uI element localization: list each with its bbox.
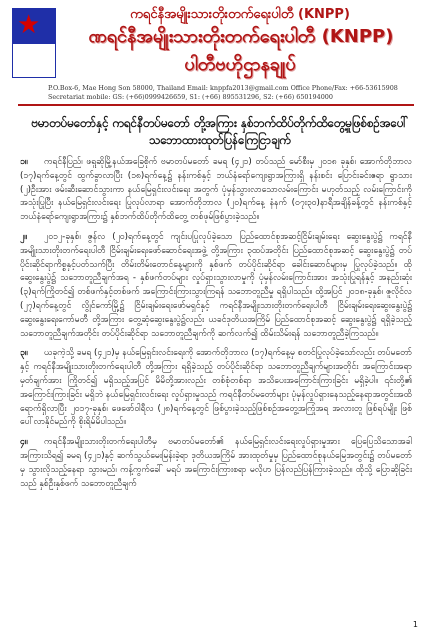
flag-white-band	[12, 43, 56, 78]
address-line-2: Secretariat mobile: GS: (+66)0999426659, S1: (+66) 895531296, S2: (+66) 650194000	[48, 93, 333, 101]
paragraph-number: ၁။	[20, 157, 28, 167]
paragraph-text: ကရင်နီအမျိုးသားတိုးတက်ရေးပါတီမှ ဗမာတပ်မတော်၏ နယ်မြေရှင်းလင်းရေးလှုပ်ရှားမှုအား ပြေပြေသိသောအခါ အကြားသိရ၍ ခမရ (၄၂၁)နှင့် ဆက်သွယ်မေးမြန်းခဲ့ရာ ဒုတိယအကြိမ် အားထုတ်မှုမှ ပြည်ထောင်စုနယ်မြေအတွင်း၌ တပ်မတော်မှ သွားလိုသည့်နေရာ သွားမည်၊ ကန့်ကွက်ခေါ် မရပ် အကြောင်းကြားစရာ မလိုပာ ပြန်လည်ပြန်ကြားခဲ့သည်။ ထိုသို့ ပြောဆိုခြင်းသည် နှစ်ဦးနှစ်ဖက် သဘောတူညီချက်	[20, 437, 412, 489]
header-divider	[18, 104, 414, 106]
paragraph-number: ၄။	[20, 437, 28, 448]
paragraph	[20, 347, 412, 430]
paragraph-number: ၂။	[20, 231, 27, 242]
paragraph	[20, 231, 412, 341]
address-line-1: P.O.Box-6, Mae Hong Son 58000, Thailand Email: knppfa2013@gmail.com Office Phone/Fax: +66-53615908	[48, 84, 398, 92]
paragraph-text: ကရင်နီပြည်၊ ဖရူဆိုမြို့နယ်အခြေစိုက် ဗမာတပ်မတော် ခမရ (၄၂၁) တပ်သည် မော်စီးမှ ၂၀၁၈ ခုနှစ်၊ အောက်တိုဘာလ (၁၇)ရက်နေ့တွင် ထွက်ခွာလာပြီး (၁၈)ရက်နေ့၌ နန်းကစ်နှင့် ဘယ်နံရော်ကျေးရွာအကြားရှိ နန်းစင်း ပြောင်းခင်းဧရာ ရွာသား (၂)ဦးအား ဖမ်းဆီးဆောင်သွားကာ နယ်မြေရှင်းလင်းရေး အတွက် ပုံမှန်သွားလာသောလမ်းကြောင်း မဟုတ်သည့် လမ်းကြောင်းကို အသုံးပြုပြီး နယ်မြေရှင်းလင်းရေး ပြုလုပ်လာရာ အောက်တိုဘာလ (၂၀)ရက်နေ့ နံနက် (၀၇း၃၀)နာရီအချိန်ခန့်တွင် နန်းကစ်နှင့် ဘယ်နံရော်ကျေးရွာအကြား၌ နှစ်ဘက်ထိပ်တိုက်ထိတွေ့ တစ်ဖုမ်ဖြစ်ပွားခဲ့သည်။	[20, 157, 412, 223]
party-flag-icon	[12, 8, 56, 78]
paragraph	[20, 436, 412, 491]
letterhead	[0, 0, 430, 120]
red-star-icon: ★	[17, 10, 41, 40]
party-name: ဏရင်နီအမျိုးသားတိုးတက်ရေးပါတီ (KNPP)	[88, 26, 394, 47]
department-name: ပါတီဗဟိုဌာနချုပ်	[184, 54, 296, 75]
paragraph	[20, 156, 412, 225]
paragraph-number: ၃။	[20, 348, 28, 359]
page-number: 1	[412, 620, 418, 629]
statement-title: ဗမာတပ်မတော်နှင့် ကရင်နီတပ်မတော် တို့အကြား နှစ်ဘက်ထိပ်တိုက်ထိတွေ့မှုဖြစ်စဉ်အပေါ် သဘောထားထုတ်ပြန်ကြေငြာချက်	[31, 116, 409, 147]
statement-body	[20, 156, 412, 497]
party-name-top: ကရင်နီအမျိုးသားတိုးတက်ရေးပါတီ (KNPP)	[130, 7, 350, 22]
paragraph-text: ယခုကဲ့သို့ ခမရ (၄၂၁)မှ နယ်မြေရှင်းလင်းရေးကို အောက်တိုဘာလ (၁၇)ရက်နေ့မှ စတင်ပြုလုပ်ခဲ့သော်လည်း တပ်မတော်နှင့် ကရင်နီအမျိုးသားတိုးတက်ရေးပါတီ တို့အကြား ရရှိခဲ့သည့် တပ်ပိုင်းဆိုင်ရာ သဘောတူညီချက်များအတိုင်း အကြောင်းအရာမှတ်ချက်အား ကြိုတင်၍ မရှိသည့်အပြင် မိမိတို့အားလည်း တစ်စုံတစ်ရာ အသိပေးအကြောင်းကြားခြင်း မရှိခဲ့ပါ။ ၎င်းတို့၏ အကြောင်းကြားခြင်း မရှိဘဲ နယ်မြေရှင်းလင်းရေး လှုပ်ရှားမှုသည် ကရင်နီတပ်မတော်များ ပုံမှန်လှုပ်ရှားနေသည့်နေရာအတွင်းအထိ ရောက်ရှိလာပြီး ၂၀၁၇-ခုနှစ်၊ ဖေဖော်ဝါရီလ (၂၈)ရက်နေ့တွင် ဖြစ်ပွားခဲ့သည့်ဖြစ်စဉ်အတွေ့အကြုံအရ အလားတူ ဖြစ်ရပ်မျိုး ဖြစ်ပေါ်လာနိုင်မည်ကို စိုးရိမ်မိပါသည်။	[20, 348, 412, 428]
paragraph-text: ၂၀၁၂-ခုနှစ်၊ ဇွန်လ (၂၀)ရက်နေ့တွင် ကျင်းပပြုလုပ်ခဲ့သော ပြည်ထောင်စုအဆင့်ငြိမ်းချမ်းရေး ဆွေးနွေးပွဲ၌ ကရင်နီအမျိုးသားတိုးတက်ရေးပါတီ ငြိမ်းချမ်းရေးဖော်ဆောင်ရေးအဖွဲ့ တို့အကြား ၃ထပ်အတိုင်း ပြည်ထောင်စုအဆင့် ဆွေးနွေးပွဲ၌ တပ်ပိုင်းဆိုင်ရာကိစ္စနှင့်ပတ်သက်ပြီး တိမ်းတိမ်းတောင်နေ့များကို နှစ်ဖက် တပ်ပိုင်းဆိုင်ရာ ခေါင်းဆောင်များမှ ပြုလုပ်ခဲ့သည်။ ထိုဆွေးနွေးပွဲ၌ သဘောတူညီချက်အရ - နှစ်ဖက်တပ်များ လှုပ်ရှားသွားလာမှုကို ပုံမှန်လမ်းကြောင်းအား အသုံးပြုရန်နှင့် အနည်းဆုံး (၃)ရက်ကြိုတင်၍ တစ်ဖက်နှင့်တစ်ဖက် အကြောင်းကြားသွားကြရန် သဘောတူညီမှု ရရှိပါသည်။ ထို့အပြင် ၂၀၁၈-ခုနှစ်၊ ဇူလိုင်လ (၂၇)ရက်နေ့တွင် လွိုင်ကော်မြို့၌ ငြိမ်းချမ်းရေးဖော်မရှင်နှင့် ကရင်နီအမျိုးသားတိုးတက်ရေးပါတီ ငြိမ်းချမ်းရေးဆွေးနွေးပွဲ၌ ဆွေးနွေးရေးကော်မတီ တို့အကြား တွေ့ဆုံဆွေးနွေးပွဲ၌လည်း ယခင်ဒုတိယအကြိမ် ပြည်ထောင်စုအဆင့် ဆွေးနွေးပွဲ၌ ရရှိခဲ့သည့် သဘောတူညီချက်အတိုင်း တပ်ပိုင်းဆိုင်ရာ သဘောတူညီချက်ကို ဆက်လက်၍ ထိမ်းသိမ်းရန် သဘောတူညီခဲ့ကြသည်။	[20, 231, 412, 339]
